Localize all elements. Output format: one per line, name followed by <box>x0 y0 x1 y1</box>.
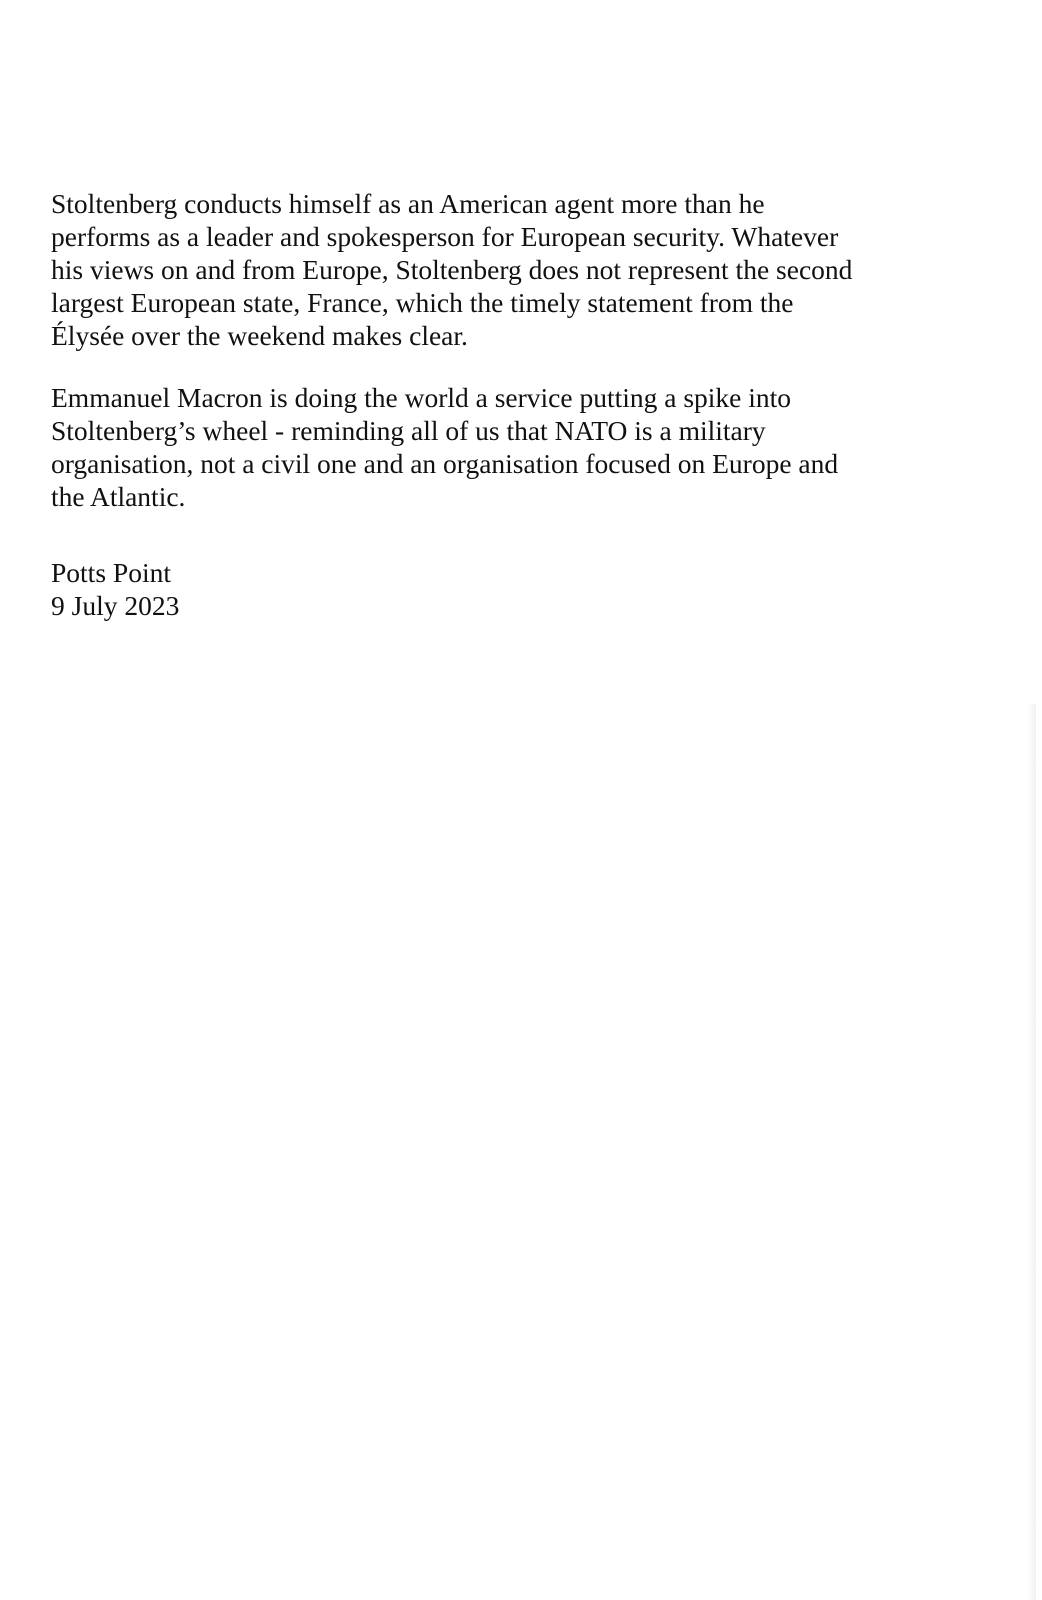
page-edge-shadow <box>1028 704 1036 1600</box>
signoff-place: Potts Point <box>51 557 171 588</box>
document-body <box>51 187 981 622</box>
signoff-date: 9 July 2023 <box>51 590 180 621</box>
paragraph-2: Emmanuel Macron is doing the world a service putting a spike into Stoltenberg’s wheel - reminding all of us that NATO is a military organisation, not a civil one and an organisation focused on Europe and the Atlantic. <box>51 382 839 512</box>
paragraph-1: Stoltenberg conducts himself as an American agent more than he performs as a leader and spokesperson for European security. Whatever his views on and from Europe, Stoltenberg does not represent the second largest European state, France, which the timely statement from the Élysée over the weekend makes clear. <box>51 188 853 351</box>
signoff-block <box>51 556 981 622</box>
